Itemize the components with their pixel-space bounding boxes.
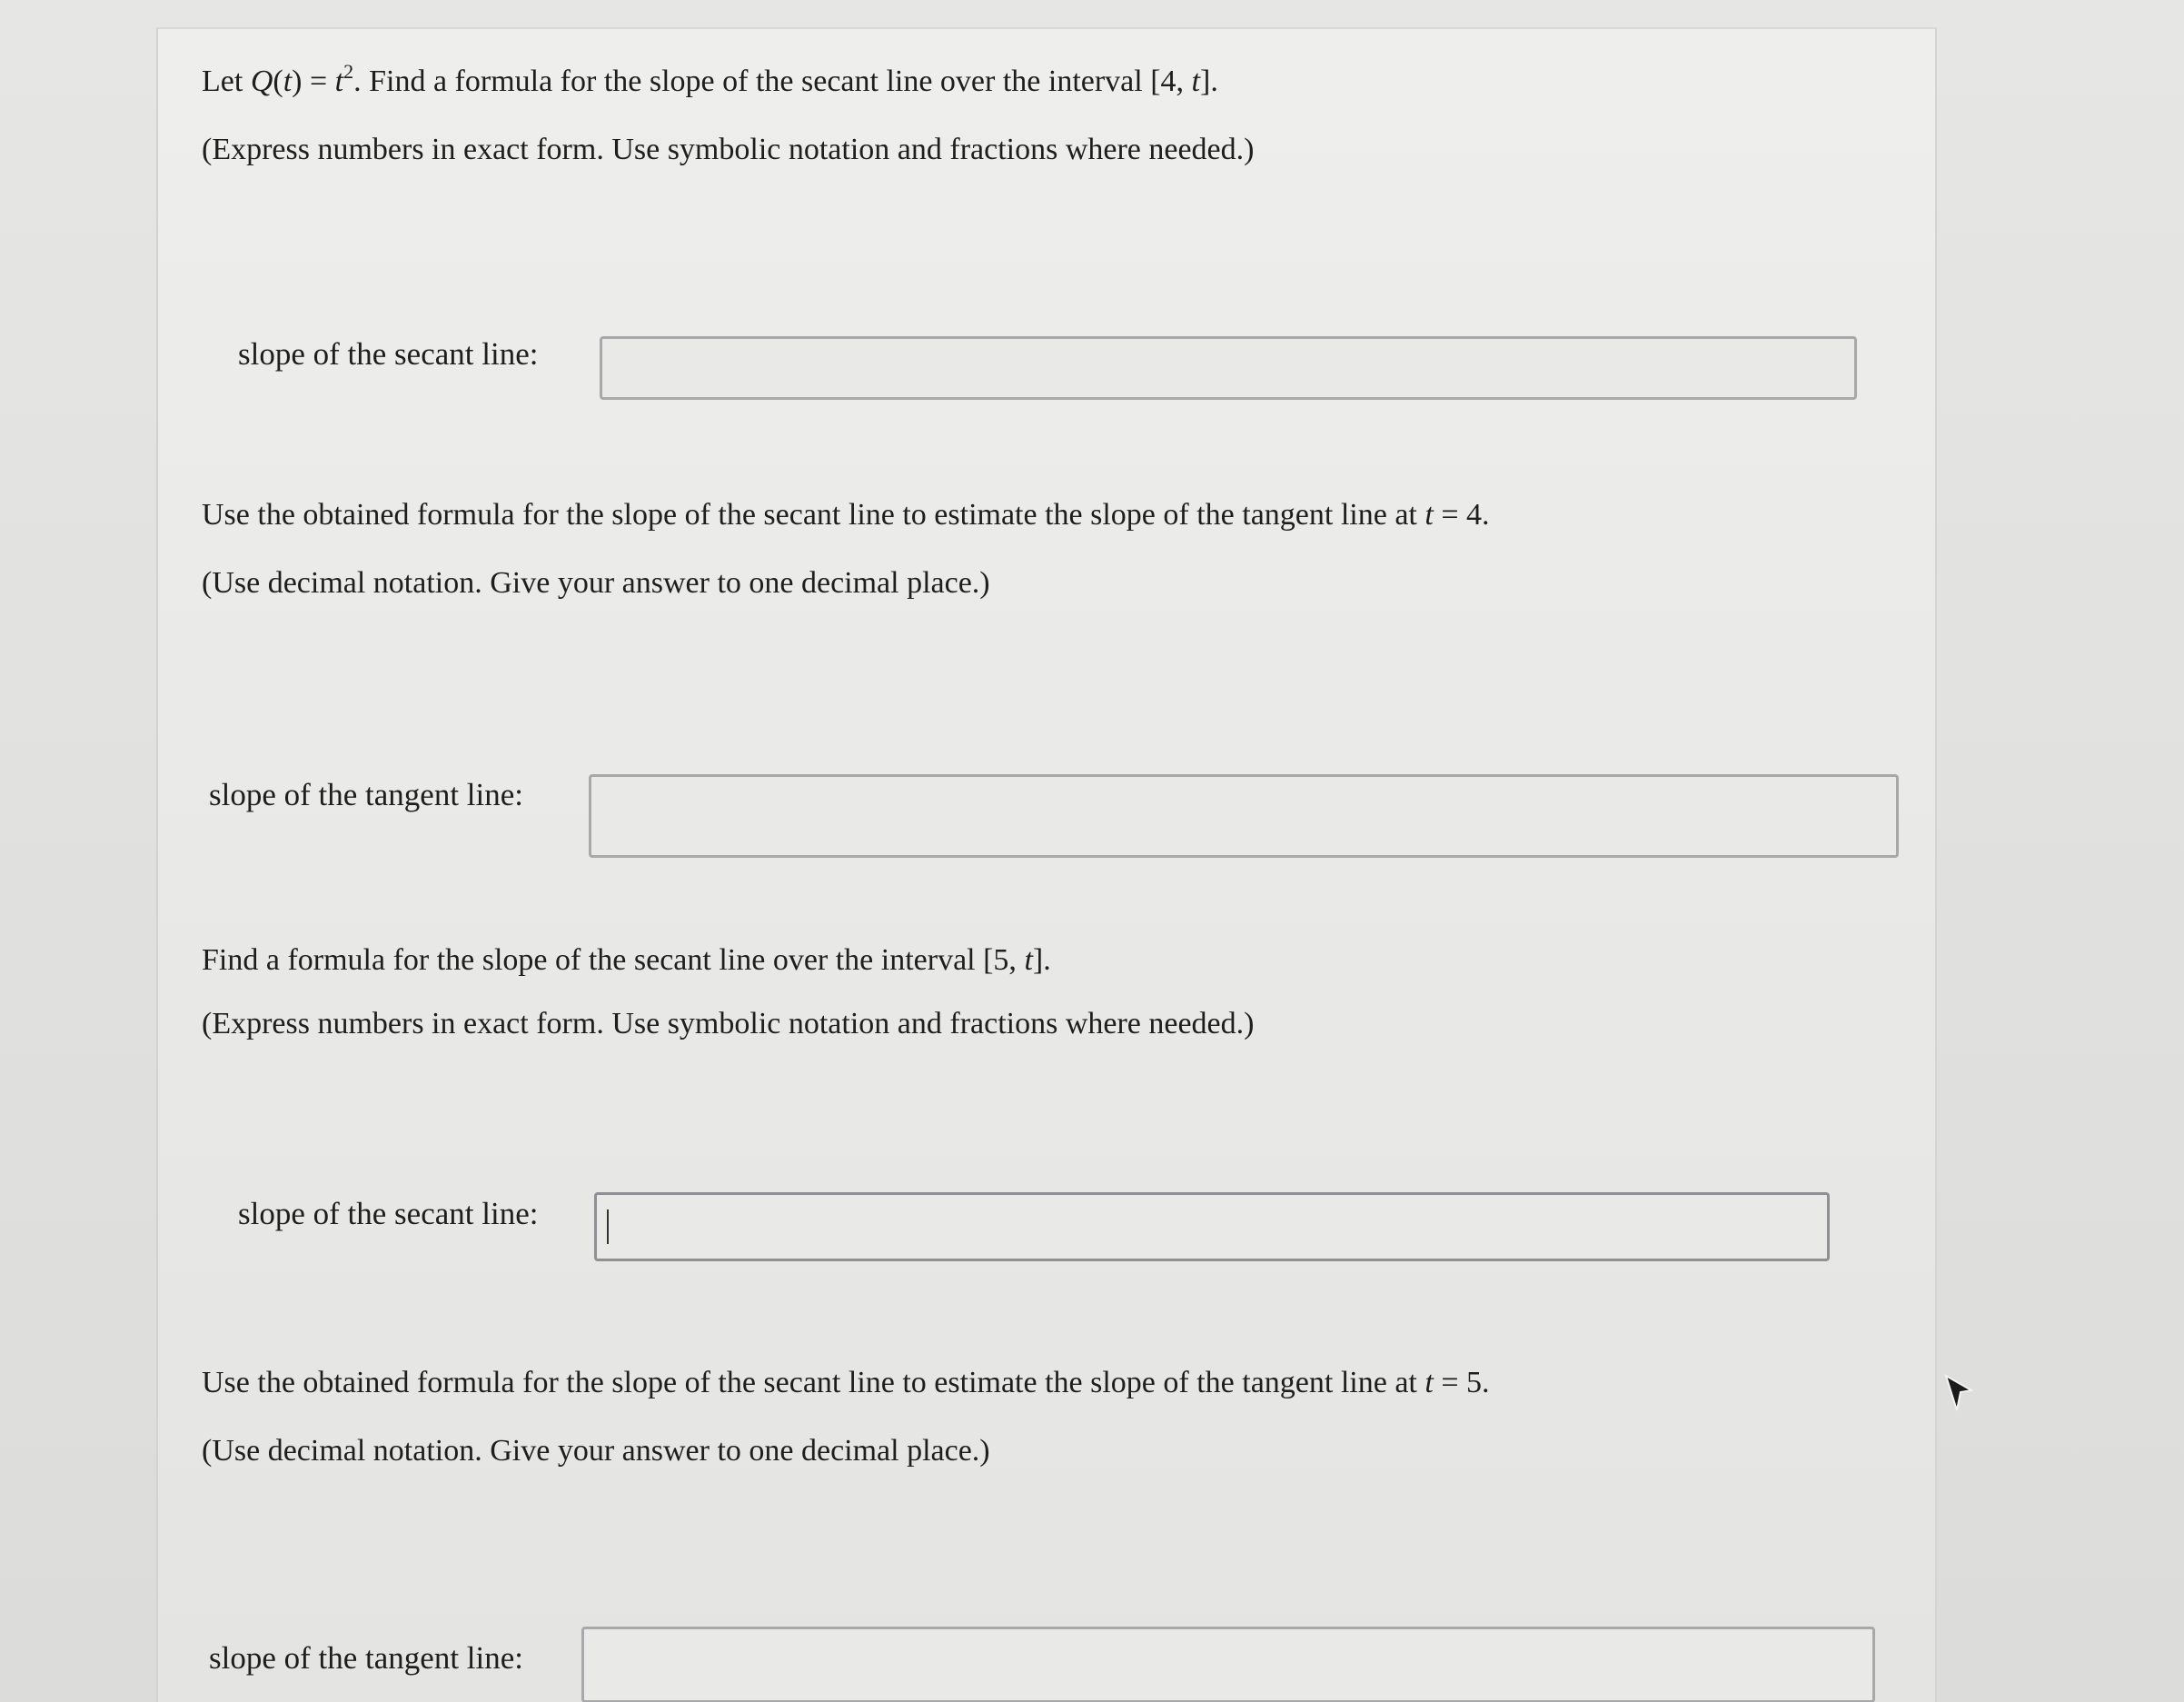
question-tangent-1 [202, 497, 1490, 534]
text-caret [607, 1209, 609, 1244]
secant-slope-label-1: slope of the secant line: [238, 336, 539, 372]
instruction-note-2: (Use decimal notation. Give your answer to one decimal place.) [202, 566, 990, 600]
function-name: Q [250, 65, 273, 98]
mouse-pointer-icon [1942, 1370, 1979, 1416]
tangent-question-text-1: Use the obtained formula for the slope of the secant line to estimate the slope of the tangent line at [202, 498, 1425, 532]
instruction-note-4: (Use decimal notation. Give your answer to one decimal place.) [202, 1434, 990, 1468]
paren-close-equals: ) = [292, 65, 335, 98]
function-arg: t [283, 65, 293, 98]
tangent-var-2: t [1425, 1366, 1434, 1399]
tangent-slope-input-2[interactable] [581, 1627, 1875, 1702]
question-tangent-2 [202, 1365, 1490, 1402]
secant-slope-input-1[interactable] [600, 336, 1857, 400]
paren-open: ( [273, 65, 283, 98]
tangent-slope-label-1: slope of the tangent line: [209, 777, 524, 812]
secant-slope-input-2[interactable] [594, 1192, 1830, 1261]
interval-var: t [1191, 65, 1200, 98]
question-intro [202, 60, 1218, 101]
tangent-slope-input-1[interactable] [589, 774, 1899, 858]
power-exponent: 2 [343, 60, 354, 83]
tangent-tail-1: = 4. [1433, 498, 1490, 532]
question-panel [156, 27, 1937, 1702]
tangent-question-text-2: Use the obtained formula for the slope of the secant line to estimate the slope of the tangent line at [202, 1366, 1425, 1399]
tangent-slope-label-2: slope of the tangent line: [209, 1640, 524, 1676]
intro-tail: ]. [1200, 65, 1218, 98]
secant-var-2: t [1024, 943, 1033, 977]
secant-question-text-2: Find a formula for the slope of the secant line over the interval [5, [202, 943, 1025, 977]
tangent-var-1: t [1425, 498, 1434, 532]
question-secant-2 [202, 942, 1051, 980]
secant-slope-label-2: slope of the secant line: [238, 1196, 539, 1231]
tangent-tail-2: = 5. [1433, 1366, 1490, 1399]
intro-text: . Find a formula for the slope of the secant line over the interval [4, [353, 65, 1192, 98]
instruction-note-3: (Express numbers in exact form. Use symbolic notation and fractions where needed.) [202, 1007, 1255, 1040]
intro-prefix: Let [202, 65, 251, 98]
instruction-note-1: (Express numbers in exact form. Use symbolic notation and fractions where needed.) [202, 133, 1255, 166]
power-base: t [334, 65, 344, 98]
secant-tail-2: ]. [1032, 943, 1051, 977]
